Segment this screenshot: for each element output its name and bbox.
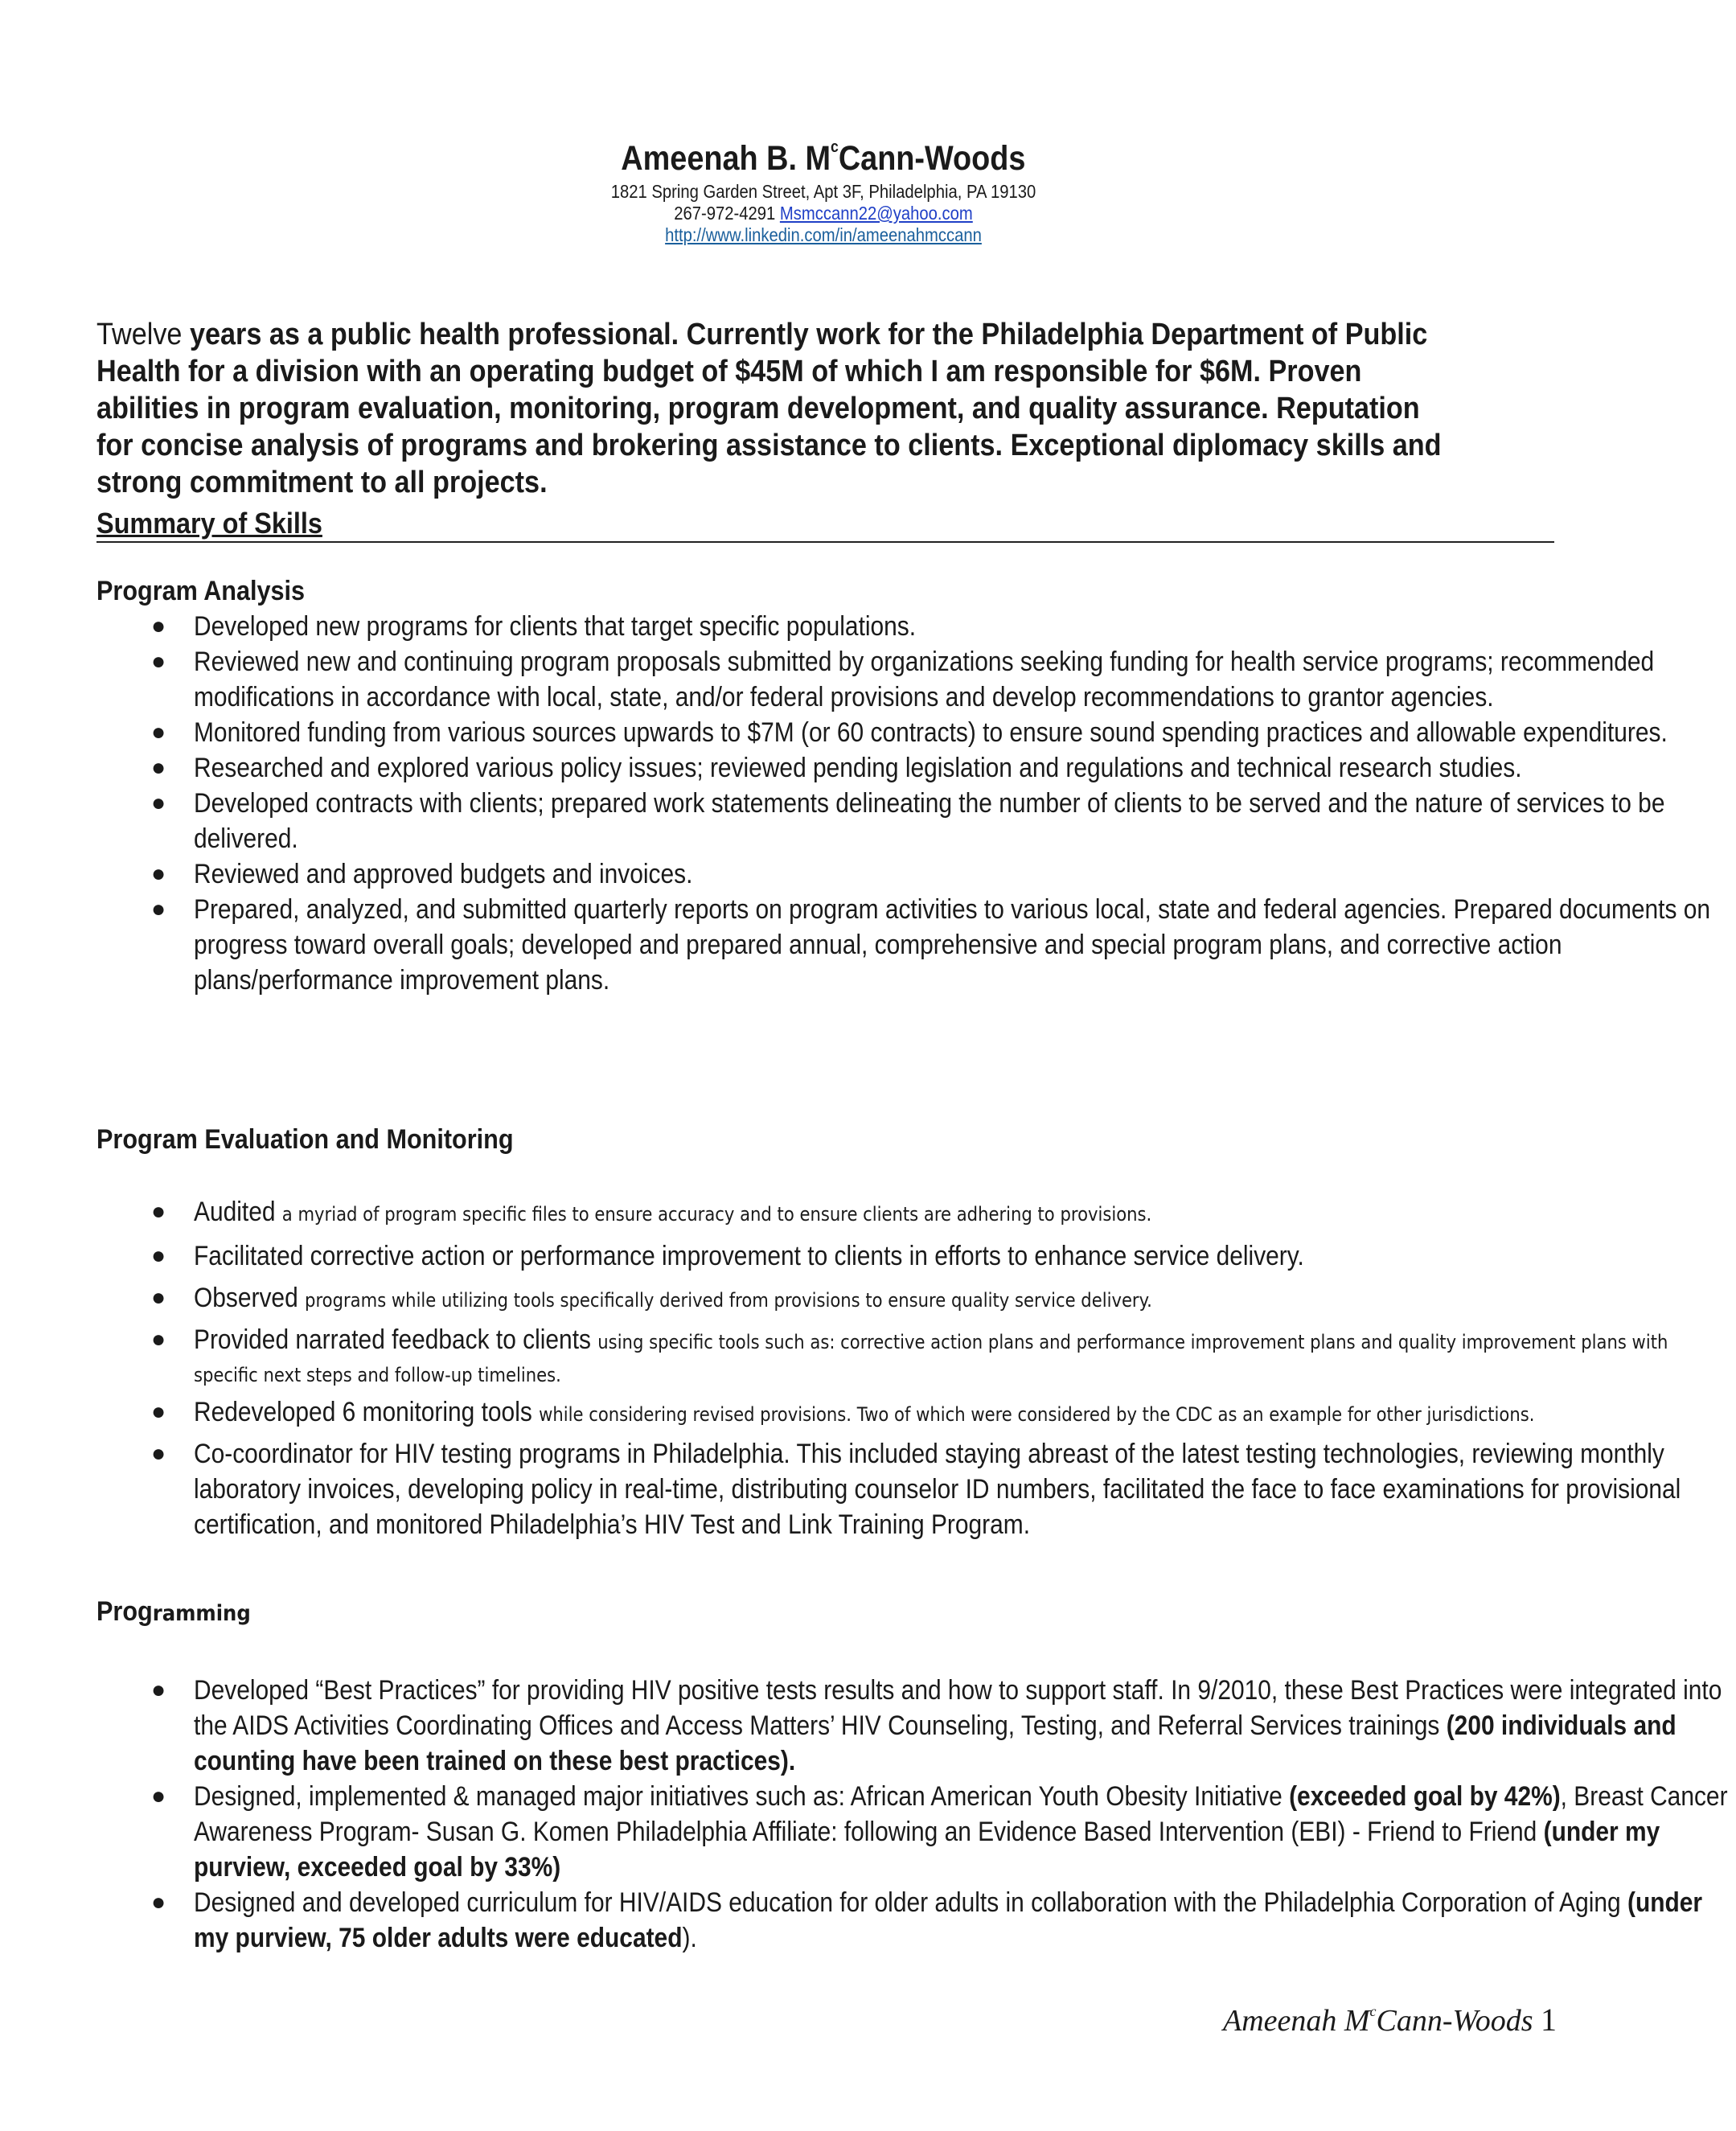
evaluation-title: Program Evaluation and Monitoring (96, 1124, 514, 1155)
bullet-icon: ● (151, 1242, 166, 1269)
list-item: ● Reviewed new and continuing program proposals submitted by organizations seeking funding for health service programs; recommended modifications in accordance with local, state, and/or federal provisions and develop recommendations to grantor agencies. (0, 644, 1561, 715)
contact-header (0, 125, 1647, 246)
summary-body: years as a public health professional. Currently work for the Philadelphia Department of Public Health for a division with an operating budget of $45M of which I am responsible for $6M. Proven abilities in program evaluation, monitoring, program development, and quality assurance. Reputation for concise analysis of programs and brokering assistance to clients. Exceptional diplomacy skills and strong commitment to all projects. (96, 318, 1442, 499)
bullet-icon: ● (151, 1440, 166, 1467)
bullet-icon: ● (151, 1326, 166, 1353)
professional-summary (96, 316, 1443, 501)
list-item: ● Designed and developed curriculum for HIV/AIDS education for older adults in collaboration with the Philadelphia Corporation of Aging (under my purview, 75 older adults were educated). (0, 1885, 1561, 1956)
list-item: ● Researched and explored various policy issues; reviewed pending legislation and regulations and technical research studies. (0, 750, 1561, 786)
bullet-icon: ● (151, 754, 166, 781)
bullet-icon: ● (151, 648, 166, 675)
bullet-icon: ● (151, 860, 166, 887)
program-analysis-list (0, 609, 1711, 998)
evaluation-list (0, 1194, 1681, 1542)
program-analysis-title: Program Analysis (96, 576, 306, 606)
bullet-icon: ● (151, 1889, 166, 1915)
bullet-icon: ● (151, 613, 166, 639)
list-item: ● Reviewed and approved budgets and invoices. (0, 856, 1561, 892)
bullet-icon: ● (151, 896, 166, 922)
programming-title: Programming (96, 1596, 251, 1627)
list-item: ● Facilitated corrective action or performance improvement to clients in efforts to enhance service delivery. (0, 1238, 1561, 1274)
linkedin-link[interactable]: http://www.linkedin.com/in/ameenahmccann (665, 224, 982, 245)
programming-list (0, 1673, 1728, 1956)
list-item: ● Developed contracts with clients; prepared work statements delineating the number of clients to be served and the nature of services to be delivered. (0, 786, 1561, 856)
address: 1821 Spring Garden Street, Apt 3F, Philadelphia, PA 19130 (610, 181, 1036, 202)
list-item: ● Redeveloped 6 monitoring tools while considering revised provisions. Two of which were considered by the CDC as an example for other jurisdictions. (151, 1397, 1535, 1427)
list-item: ● Developed “Best Practices” for providing HIV positive tests results and how to support staff. In 9/2010, these Best Practices were integrated into the AIDS Activities Coordinating Offices and Access Matters’ HIV Counseling, Testing, and Referral Services trainings (200 individuals and counting have been trained on these best practices). (0, 1673, 1561, 1779)
linkedin-line (99, 224, 1548, 246)
bullet-icon: ● (151, 1284, 166, 1311)
list-item: ● Prepared, analyzed, and submitted quarterly reports on program activities to various local, state and federal agencies. Prepared documents on progress toward overall goals; developed and prepared annual, comprehensive and special program plans, and corrective action plans/performance improvement plans. (0, 892, 1561, 998)
candidate-name: Ameenah B. $M^cCann$-Woods (621, 138, 1026, 178)
skills-section-title: Summary of Skills (96, 506, 1554, 543)
bullet-icon: ● (151, 1398, 166, 1425)
list-item: ● Provided narrated feedback to clients using specific tools such as: corrective action plans and performance improvement plans and quality improvement plans with specific next steps and follow-up timelines. (151, 1324, 1668, 1386)
list-item: ● Designed, implemented & managed major initiatives such as: African American Youth Obesity Initiative (exceeded goal by 42%), Breast Cancer Awareness Program- Susan G. Komen Philadelphia Affiliate: following an Evidence Based Intervention (EBI) - Friend to Friend (under my purview, exceeded goal by 33%) (0, 1779, 1561, 1885)
bullet-icon: ● (151, 719, 166, 745)
bullet-icon: ● (151, 1783, 166, 1809)
summary-lead: Twelve (96, 318, 183, 351)
list-item: ● Developed new programs for clients that target specific populations. (0, 609, 1561, 644)
list-item: ● Observed programs while utilizing tools specifically derived from provisions to ensure quality service delivery. (0, 1280, 1561, 1318)
bullet-icon: ● (151, 1198, 166, 1225)
bullet-icon: ● (151, 790, 166, 816)
list-item: ● Monitored funding from various sources upwards to $7M (or 60 contracts) to ensure sound spending practices and allowable expenditures. (0, 715, 1561, 750)
page-number: 1 (1541, 2002, 1557, 2038)
page-footer: Ameenah $M^cCann$-Woods 1 (1222, 2002, 1557, 2038)
phone-email-line (99, 203, 1548, 224)
list-item: ● Co-coordinator for HIV testing programs in Philadelphia. This included staying abreast of the latest testing technologies, reviewing monthly laboratory invoices, developing policy in real-time, distributing counselor ID numbers, facilitated the face to face examinations for provisional certification, and monitored Philadelphia’s HIV Test and Link Training Program. (0, 1436, 1561, 1542)
bullet-icon: ● (151, 1677, 166, 1703)
list-item: ● Audited a myriad of program specific files to ensure accuracy and to ensure clients are adhering to provisions. (0, 1194, 1561, 1232)
phone: 267-972-4291 (674, 203, 776, 224)
email-link[interactable]: Msmccann22@yahoo.com (779, 203, 973, 224)
